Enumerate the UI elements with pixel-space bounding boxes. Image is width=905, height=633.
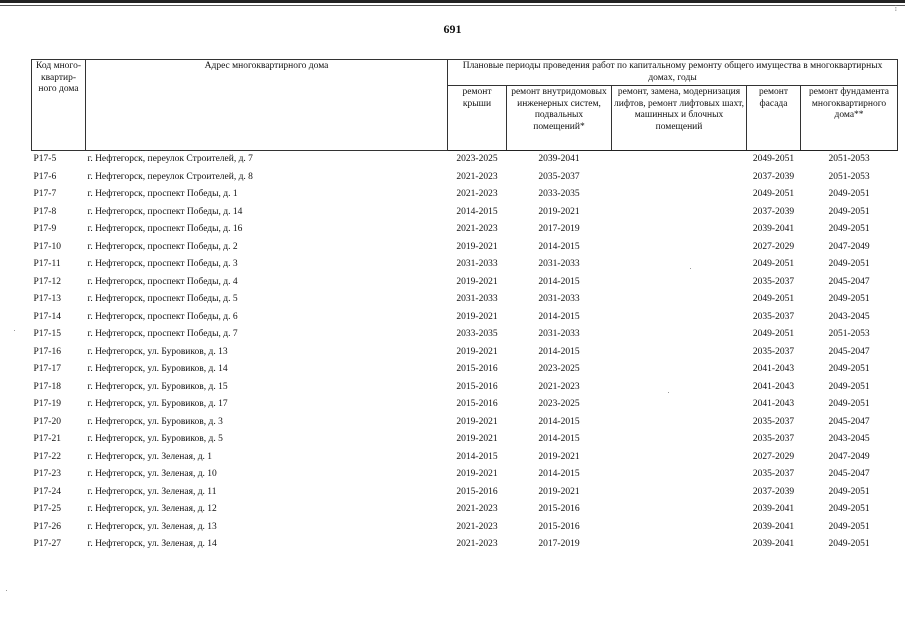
cell-elevators	[612, 151, 747, 169]
cell-elevators	[612, 344, 747, 362]
cell-foundation: 2049-2051	[828, 294, 870, 304]
cell-roof: 2021-2023	[456, 171, 498, 182]
table-row	[32, 326, 898, 344]
cell-facade: 2039-2041	[752, 224, 795, 234]
cell-roof: 2015-2016	[456, 399, 498, 409]
cell-elevators	[612, 204, 747, 222]
cell-elevators	[612, 431, 747, 449]
cell-code: P17-15	[33, 329, 61, 339]
page-number: 691	[443, 22, 462, 36]
cell-foundation: 2049-2051	[828, 364, 870, 374]
cell-foundation: 2047-2049	[828, 241, 870, 252]
table-row	[32, 186, 898, 204]
cell-roof: 2019-2021	[456, 346, 498, 357]
cell-facade: 2041-2043	[752, 399, 795, 409]
table-row	[32, 466, 898, 484]
cell-roof: 2019-2021	[456, 241, 498, 252]
cell-foundation: 2049-2051	[828, 224, 870, 234]
cell-address: г. Нефтегорск, проспект Победы, д. 6	[87, 311, 238, 322]
cell-address: г. Нефтегорск, проспект Победы, д. 7	[87, 329, 238, 339]
cell-roof: 2031-2033	[456, 294, 498, 304]
table-row	[32, 414, 898, 432]
cell-foundation: 2049-2051	[828, 539, 870, 549]
cell-engineering: 2019-2021	[538, 206, 580, 217]
cell-roof: 2019-2021	[456, 311, 498, 322]
cell-foundation: 2049-2051	[828, 521, 870, 532]
cell-elevators	[612, 326, 747, 344]
cell-elevators	[612, 186, 747, 204]
cell-code: P17-19	[33, 399, 61, 409]
cell-elevators	[612, 221, 747, 239]
cell-engineering: 2014-2015	[538, 469, 580, 479]
cell-engineering: 2031-2033	[538, 329, 580, 339]
cell-code: P17-20	[33, 416, 61, 427]
cell-code: P17-5	[33, 154, 57, 164]
scan-top-border	[0, 0, 905, 3]
cell-address: г. Нефтегорск, переулок Строителей, д. 8	[87, 171, 253, 182]
cell-code: P17-24	[33, 486, 61, 497]
cell-engineering: 2023-2025	[538, 364, 580, 374]
table-row	[32, 344, 898, 362]
cell-foundation: 2049-2051	[828, 206, 870, 217]
cell-code: P17-12	[33, 276, 61, 287]
cell-code: P17-13	[33, 294, 61, 304]
cell-code: P17-16	[33, 346, 61, 357]
cell-code: P17-10	[33, 241, 61, 252]
cell-address: г. Нефтегорск, проспект Победы, д. 3	[87, 259, 238, 269]
cell-elevators	[612, 256, 747, 274]
table-row	[32, 536, 898, 554]
cell-facade: 2035-2037	[752, 346, 795, 357]
cell-roof: 2021-2023	[456, 521, 498, 532]
table-row	[32, 396, 898, 414]
scan-top-border-thin	[0, 5, 905, 6]
cell-foundation: 2049-2051	[828, 259, 870, 269]
table-row	[32, 291, 898, 309]
cell-code: P17-9	[33, 224, 57, 234]
cell-engineering: 2021-2023	[538, 381, 580, 392]
cell-facade: 2027-2029	[752, 241, 795, 252]
table-row	[32, 501, 898, 519]
cell-roof: 2033-2035	[456, 329, 498, 339]
cell-engineering: 2014-2015	[538, 416, 580, 427]
table-row	[32, 309, 898, 327]
cell-engineering: 2015-2016	[538, 521, 580, 532]
table-row	[32, 169, 898, 187]
cell-address: г. Нефтегорск, ул. Зеленая, д. 14	[87, 539, 217, 549]
cell-code: P17-22	[33, 451, 61, 462]
cell-engineering: 2035-2037	[538, 171, 580, 182]
scan-speck	[690, 268, 691, 269]
cell-address: г. Нефтегорск, проспект Победы, д. 4	[87, 276, 238, 287]
cell-code: P17-8	[33, 206, 57, 217]
cell-facade: 2039-2041	[752, 521, 795, 532]
cell-elevators	[612, 484, 747, 502]
cell-engineering: 2015-2016	[538, 504, 580, 514]
cell-engineering: 2031-2033	[538, 259, 580, 269]
cell-elevators	[612, 379, 747, 397]
cell-foundation: 2049-2051	[828, 381, 870, 392]
cell-engineering: 2019-2021	[538, 451, 580, 462]
cell-elevators	[612, 239, 747, 257]
cell-facade: 2049-2051	[752, 154, 795, 164]
repair-schedule-table	[31, 59, 898, 554]
cell-engineering: 2014-2015	[538, 311, 580, 322]
cell-address: г. Нефтегорск, проспект Победы, д. 16	[87, 224, 243, 234]
cell-elevators	[612, 309, 747, 327]
cell-facade: 2041-2043	[752, 381, 795, 392]
table-row	[32, 484, 898, 502]
cell-engineering: 2014-2015	[538, 434, 580, 444]
cell-roof: 2014-2015	[456, 206, 498, 217]
cell-foundation: 2045-2047	[828, 346, 870, 357]
cell-elevators	[612, 449, 747, 467]
cell-elevators	[612, 291, 747, 309]
cell-elevators	[612, 466, 747, 484]
cell-code: P17-21	[33, 434, 61, 444]
cell-foundation: 2051-2053	[828, 154, 870, 164]
cell-engineering: 2031-2033	[538, 294, 580, 304]
table-row	[32, 256, 898, 274]
header-foundation: ремонт фундамента многоквартирного дома**	[801, 86, 898, 151]
cell-facade: 2037-2039	[752, 206, 795, 217]
cell-engineering: 2019-2021	[538, 486, 580, 497]
cell-roof: 2021-2023	[456, 224, 498, 234]
cell-roof: 2031-2033	[456, 259, 498, 269]
header-engineering: ремонт внутридомовых инженерных систем, подвальных помещений*	[507, 86, 612, 151]
cell-address: г. Нефтегорск, проспект Победы, д. 1	[87, 189, 238, 199]
table-header-row	[32, 60, 898, 86]
cell-facade: 2035-2037	[752, 276, 795, 287]
header-elevators: ремонт, замена, модернизация лифтов, ремонт лифтовых шахт, машинных и блочных помещений	[612, 86, 747, 151]
cell-address: г. Нефтегорск, ул. Буровиков, д. 15	[87, 381, 228, 392]
cell-roof: 2015-2016	[456, 364, 498, 374]
cell-elevators	[612, 536, 747, 554]
cell-roof: 2019-2021	[456, 469, 498, 479]
cell-engineering: 2039-2041	[538, 154, 580, 164]
header-code: Код много-квартир-ного дома	[32, 60, 86, 151]
cell-foundation: 2045-2047	[828, 416, 870, 427]
cell-roof: 2015-2016	[456, 486, 498, 497]
cell-address: г. Нефтегорск, ул. Зеленая, д. 12	[87, 504, 217, 514]
cell-facade: 2041-2043	[752, 364, 795, 374]
cell-engineering: 2017-2019	[538, 224, 580, 234]
cell-elevators	[612, 361, 747, 379]
cell-foundation: 2051-2053	[828, 329, 870, 339]
cell-roof: 2023-2025	[456, 154, 498, 164]
cell-foundation: 2049-2051	[828, 504, 870, 514]
cell-address: г. Нефтегорск, ул. Буровиков, д. 17	[87, 399, 228, 409]
cell-address: г. Нефтегорск, проспект Победы, д. 5	[87, 294, 238, 304]
cell-facade: 2049-2051	[752, 329, 795, 339]
cell-foundation: 2049-2051	[828, 399, 870, 409]
scan-speck	[14, 330, 15, 331]
header-address: Адрес многоквартирного дома	[86, 60, 448, 151]
cell-code: P17-25	[33, 504, 61, 514]
cell-address: г. Нефтегорск, ул. Зеленая, д. 11	[87, 486, 217, 497]
scan-speck	[668, 392, 669, 393]
cell-roof: 2014-2015	[456, 451, 498, 462]
cell-elevators	[612, 519, 747, 537]
cell-roof: 2021-2023	[456, 504, 498, 514]
cell-facade: 2049-2051	[752, 189, 795, 199]
cell-code: P17-23	[33, 469, 61, 479]
cell-foundation: 2043-2045	[828, 434, 870, 444]
cell-code: P17-17	[33, 364, 61, 374]
margin-mark: ⁞	[894, 4, 897, 13]
header-facade: ремонт фасада	[747, 86, 801, 151]
cell-facade: 2037-2039	[752, 171, 795, 182]
cell-address: г. Нефтегорск, ул. Буровиков, д. 5	[87, 434, 223, 444]
cell-roof: 2019-2021	[456, 276, 498, 287]
cell-engineering: 2017-2019	[538, 539, 580, 549]
cell-address: г. Нефтегорск, проспект Победы, д. 2	[87, 241, 238, 252]
cell-address: г. Нефтегорск, ул. Буровиков, д. 14	[87, 364, 228, 374]
cell-address: г. Нефтегорск, ул. Зеленая, д. 13	[87, 521, 217, 532]
table-row	[32, 519, 898, 537]
cell-roof: 2019-2021	[456, 416, 498, 427]
cell-facade: 2035-2037	[752, 434, 795, 444]
table-row	[32, 379, 898, 397]
table-body	[32, 151, 898, 554]
cell-roof: 2021-2023	[456, 539, 498, 549]
cell-address: г. Нефтегорск, проспект Победы, д. 14	[87, 206, 243, 217]
cell-engineering: 2014-2015	[538, 346, 580, 357]
cell-roof: 2019-2021	[456, 434, 498, 444]
cell-engineering: 2014-2015	[538, 276, 580, 287]
cell-code: P17-7	[33, 189, 57, 199]
cell-facade: 2049-2051	[752, 294, 795, 304]
cell-roof: 2021-2023	[456, 189, 498, 199]
cell-elevators	[612, 501, 747, 519]
table-row	[32, 361, 898, 379]
cell-foundation: 2043-2045	[828, 311, 870, 322]
table-row	[32, 204, 898, 222]
cell-foundation: 2047-2049	[828, 451, 870, 462]
cell-code: P17-6	[33, 171, 57, 182]
cell-elevators	[612, 169, 747, 187]
cell-code: P17-27	[33, 539, 61, 549]
cell-code: P17-14	[33, 311, 61, 322]
cell-facade: 2039-2041	[752, 539, 795, 549]
cell-facade: 2027-2029	[752, 451, 795, 462]
cell-code: P17-18	[33, 381, 61, 392]
table-row	[32, 274, 898, 292]
cell-foundation: 2049-2051	[828, 189, 870, 199]
header-roof: ремонт крыши	[448, 86, 507, 151]
cell-code: P17-26	[33, 521, 61, 532]
table-row	[32, 431, 898, 449]
cell-elevators	[612, 414, 747, 432]
cell-facade: 2039-2041	[752, 504, 795, 514]
cell-address: г. Нефтегорск, ул. Зеленая, д. 10	[87, 469, 217, 479]
cell-elevators	[612, 396, 747, 414]
cell-address: г. Нефтегорск, переулок Строителей, д. 7	[87, 154, 253, 164]
table-row	[32, 449, 898, 467]
cell-facade: 2037-2039	[752, 486, 795, 497]
cell-facade: 2049-2051	[752, 259, 795, 269]
cell-roof: 2015-2016	[456, 381, 498, 392]
cell-foundation: 2045-2047	[828, 276, 870, 287]
cell-address: г. Нефтегорск, ул. Буровиков, д. 13	[87, 346, 228, 357]
scan-speck	[6, 590, 7, 591]
cell-facade: 2035-2037	[752, 416, 795, 427]
table-row	[32, 221, 898, 239]
cell-elevators	[612, 274, 747, 292]
cell-foundation: 2049-2051	[828, 486, 870, 497]
cell-foundation: 2045-2047	[828, 469, 870, 479]
cell-facade: 2035-2037	[752, 311, 795, 322]
header-periods: Плановые периоды проведения работ по капитальному ремонту общего имущества в многоквартирных домах, годы	[448, 60, 898, 86]
cell-foundation: 2051-2053	[828, 171, 870, 182]
table-row	[32, 151, 898, 169]
cell-facade: 2035-2037	[752, 469, 795, 479]
cell-address: г. Нефтегорск, ул. Буровиков, д. 3	[87, 416, 223, 427]
cell-code: P17-11	[33, 259, 61, 269]
cell-engineering: 2023-2025	[538, 399, 580, 409]
table-row	[32, 239, 898, 257]
cell-engineering: 2033-2035	[538, 189, 580, 199]
cell-address: г. Нефтегорск, ул. Зеленая, д. 1	[87, 451, 213, 462]
cell-engineering: 2014-2015	[538, 241, 580, 252]
